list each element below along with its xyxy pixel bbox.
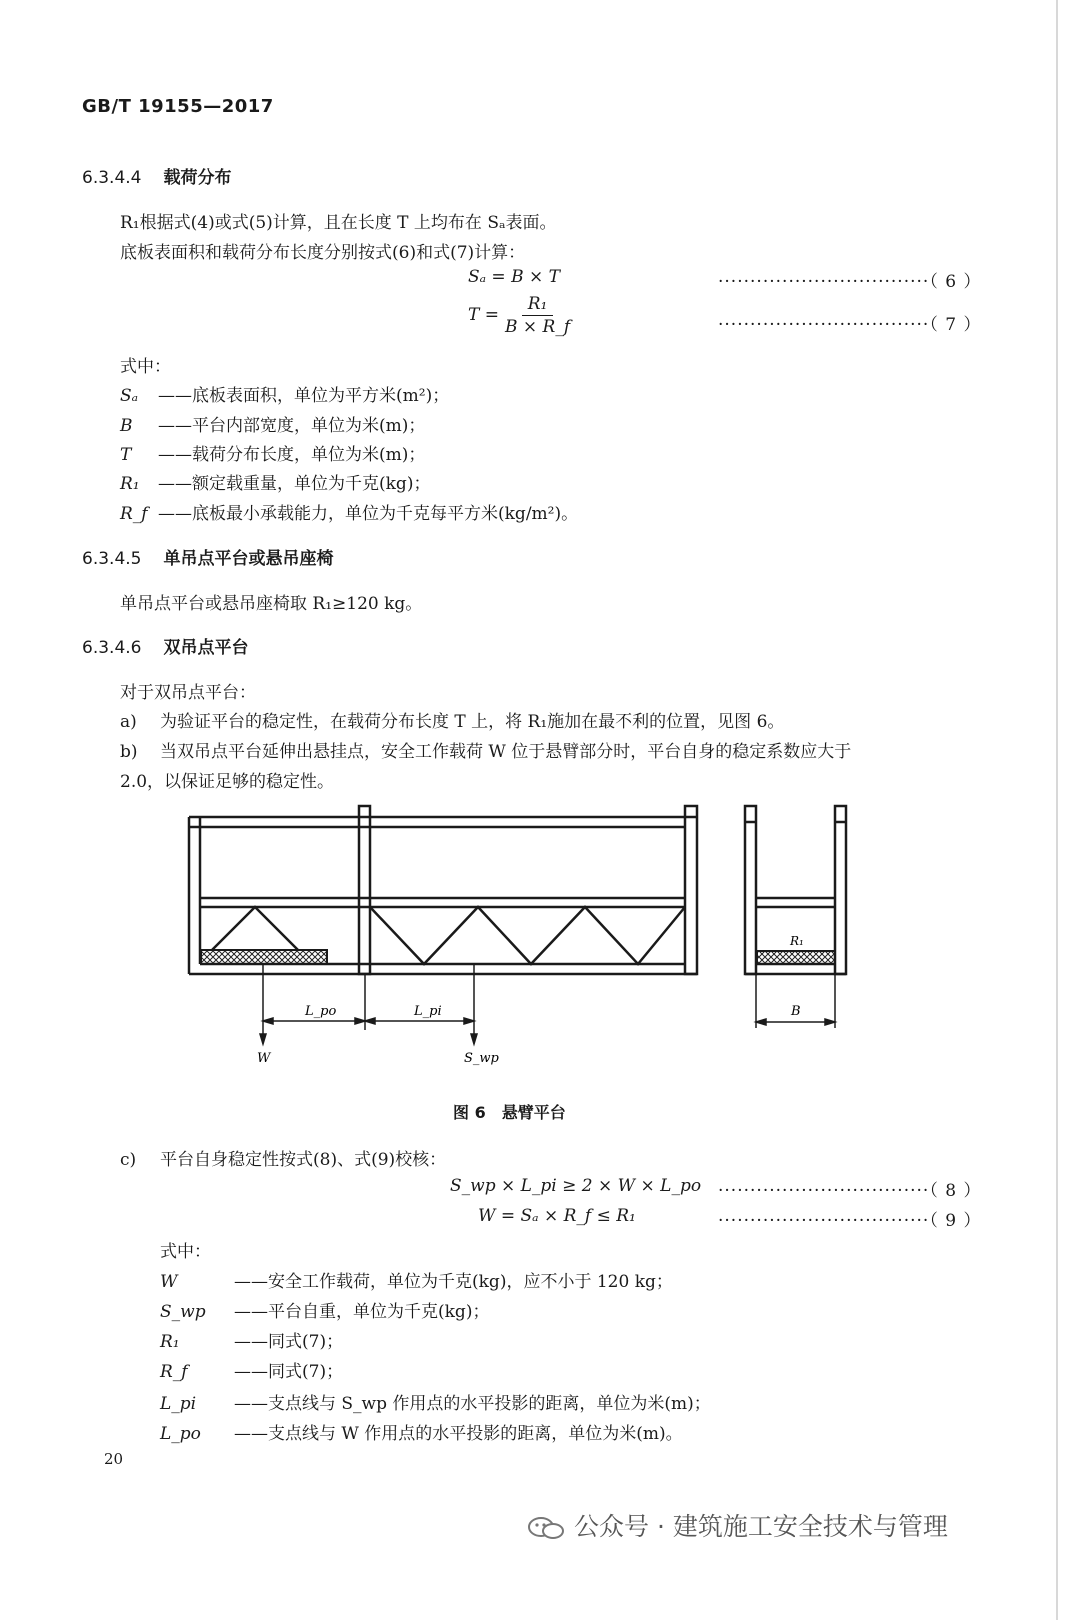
label-lpi: L_pi [414,1004,442,1019]
equation-6-number: （ 6 ） [929,272,982,292]
side-view [189,806,697,974]
list-item-c: c) 平台自身稳定性按式(8)、式(9)校核： [120,1150,447,1170]
definition-item: R_f ——底板最小承载能力，单位为千克每平方米(kg/m²)。 [120,504,579,524]
definition-item: S_wp ——平台自重，单位为千克(kg)； [160,1302,490,1322]
definition-item: R_f ——同式(7)； [160,1362,344,1382]
equation-9: W = Sₐ × R_f ≤ R₁ [478,1206,636,1226]
equation-8: S_wp × L_pi ≥ 2 × W × L_po [450,1176,702,1196]
label-lpo: L_po [305,1004,337,1019]
load-r1-side [201,950,327,964]
section-number: 6.3.4.6 [82,638,142,658]
fraction-denominator: B × R_f [505,317,571,337]
where-label: 式中： [120,357,171,377]
figure-caption: 图 6 悬臂平台 [453,1103,566,1122]
list-item-b-continued: 2.0，以保证足够的稳定性。 [120,772,335,792]
label-b: B [791,1004,801,1019]
watermark-text: 公众号 · 建筑施工安全技术与管理 [574,1512,948,1541]
where-label: 式中： [160,1242,211,1262]
definition-item: Sₐ ——底板表面积，单位为平方米(m²)； [120,386,450,406]
equation-7-leader: ·································（ 7 ） [718,315,982,335]
list-item-b: b) 当双吊点平台延伸出悬挂点，安全工作载荷 W 位于悬臂部分时，平台自身的稳定系数应大于 [120,742,852,762]
definition-item: L_pi ——支点线与 S_wp 作用点的水平投影的距离，单位为米(m)； [160,1394,711,1414]
list-item-a: a) 为验证平台的稳定性，在载荷分布长度 T 上，将 R₁施加在最不利的位置，见图 6。 [120,712,785,732]
definition-item: W ——安全工作载荷，单位为千克(kg)，应不小于 120 kg； [160,1272,673,1292]
section-number: 6.3.4.5 [82,549,142,569]
wechat-icon [528,1517,564,1539]
definition-item: R₁ ——同式(7)； [160,1332,344,1352]
standard-number: GB/T 19155—2017 [82,96,274,117]
equation-8-leader: ·································（ 8 ） [718,1181,982,1201]
definition-item: R₁ ——额定载重量，单位为千克(kg)； [120,474,431,494]
equation-9-number: （ 9 ） [929,1211,982,1231]
equation-7-lhs: T = [468,305,499,325]
section-title: 载荷分布 [163,168,232,188]
definition-item: B ——平台内部宽度，单位为米(m)； [120,416,426,436]
definition-item: T ——载荷分布长度，单位为米(m)； [120,445,426,465]
paragraph: 单吊点平台或悬吊座椅取 R₁≥120 kg。 [120,594,423,614]
equation-6: Sₐ = B × T [468,267,560,287]
section-number: 6.3.4.4 [82,168,142,188]
label-r1: R₁ [790,934,804,948]
dimension-lines [260,964,477,1044]
equation-6-leader: ·································（ 6 ） [718,272,982,292]
section-title: 单吊点平台或悬吊座椅 [163,549,334,569]
equation-7-number: （ 7 ） [929,315,982,335]
fraction-numerator: R₁ [522,294,554,316]
page-number: 20 [104,1450,124,1468]
load-r1-end [757,951,835,964]
paragraph: 底板表面积和载荷分布长度分别按式(6)和式(7)计算： [120,243,526,263]
paragraph: R₁根据式(4)或式(5)计算，且在长度 T 上均布在 Sₐ表面。 [120,213,557,233]
label-w: W [257,1051,271,1066]
equation-8-number: （ 8 ） [929,1181,982,1201]
definition-item: L_po ——支点线与 W 作用点的水平投影的距离，单位为米(m)。 [160,1424,683,1444]
watermark [528,1507,948,1543]
end-view [745,806,846,974]
paragraph: 对于双吊点平台： [120,683,256,703]
label-swp: S_wp [464,1051,499,1066]
section-title: 双吊点平台 [163,638,249,658]
width-dimension [756,974,835,1028]
equation-9-leader: ·································（ 9 ） [718,1211,982,1231]
